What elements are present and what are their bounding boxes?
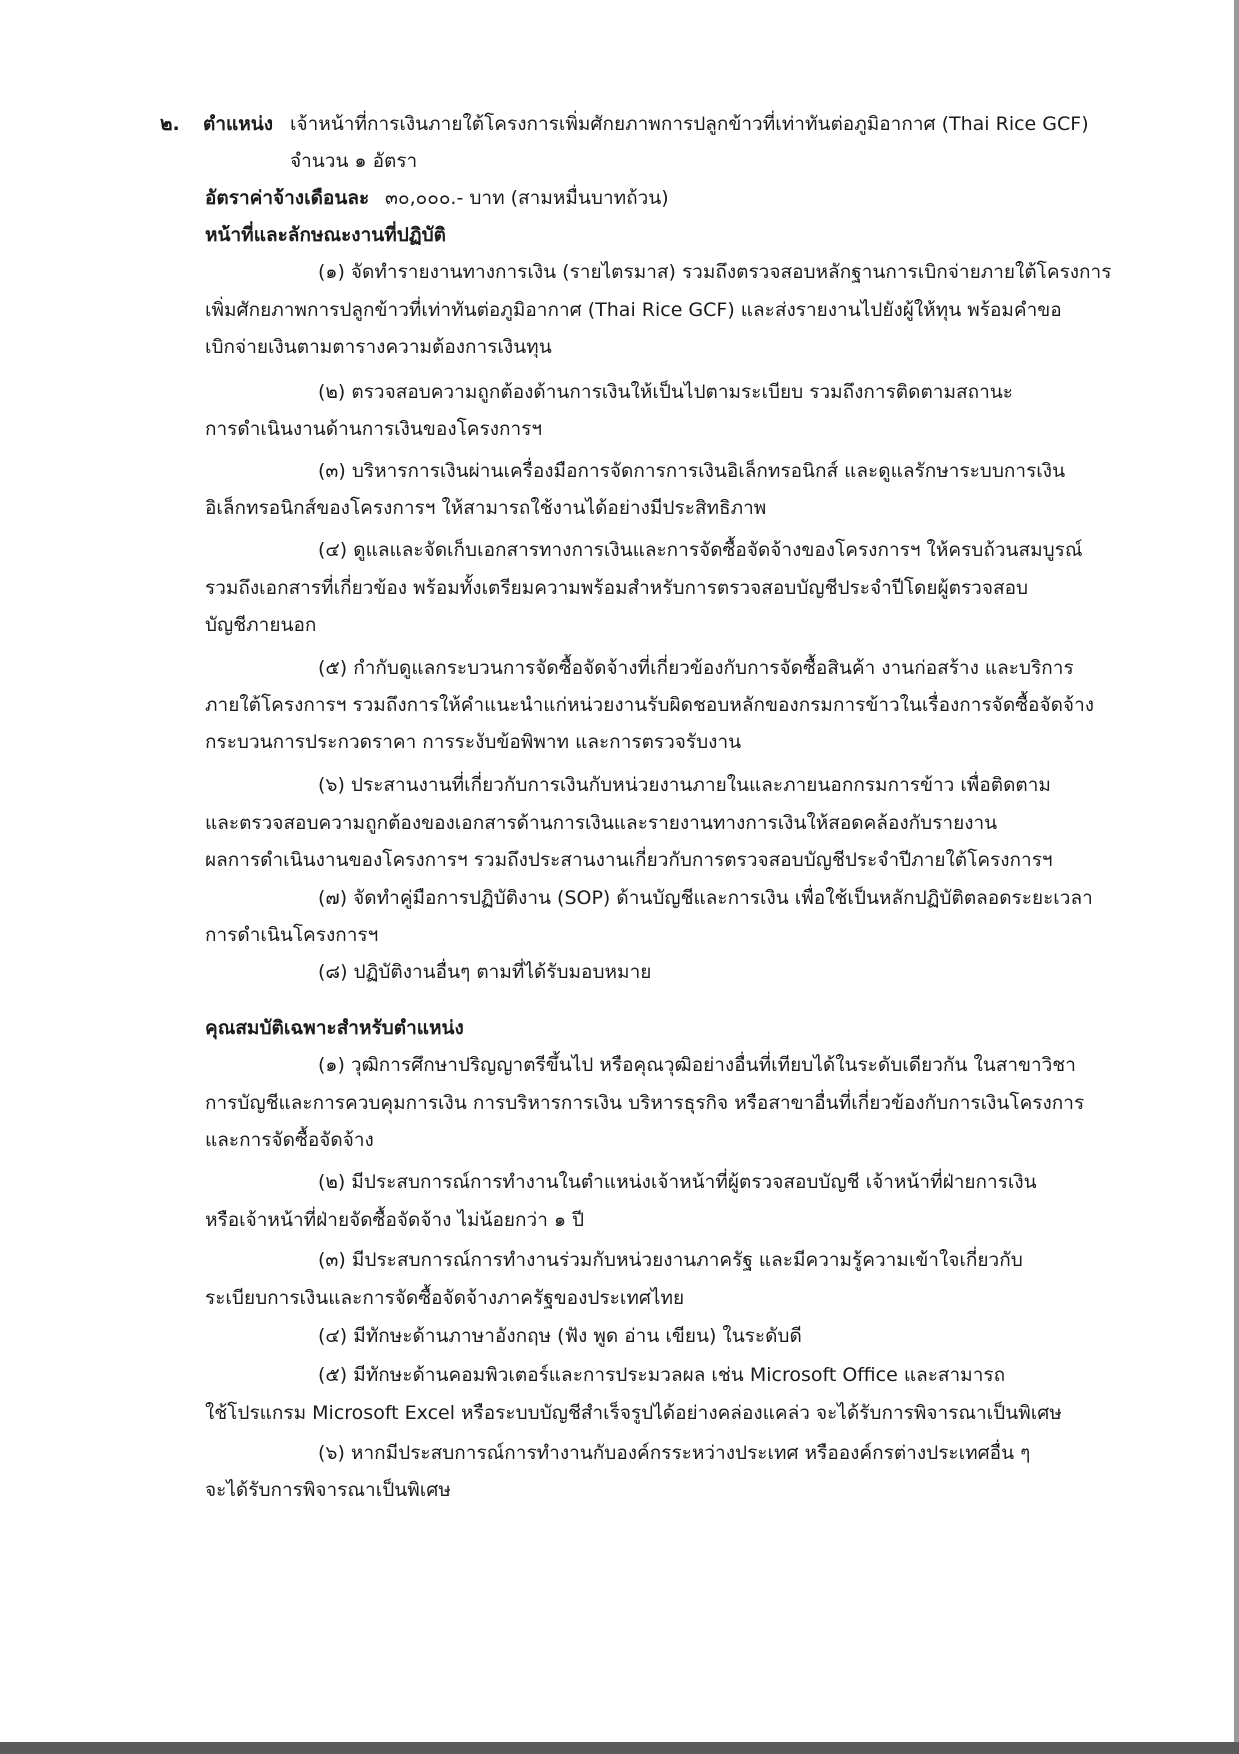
- duty-line: (๖) ประสานงานที่เกี่ยวกับการเงินกับหน่วยงานภายในและภายนอกกรมการข้าว เพื่อติดตาม: [318, 774, 1051, 796]
- section-number: ๒.: [160, 113, 180, 135]
- duty-line: และตรวจสอบความถูกต้องของเอกสารด้านการเงินและรายงานทางการเงินให้สอดคล้องกับรายงาน: [205, 812, 998, 834]
- qualification-line: ใช้โปรแกรม Microsoft Excel หรือระบบบัญชีสำเร็จรูปได้อย่างคล่องแคล่ว จะได้รับการพิจารณาเป็นพิเศษ: [205, 1402, 1062, 1424]
- duty-line: อิเล็กทรอนิกส์ของโครงการฯ ให้สามารถใช้งานได้อย่างมีประสิทธิภาพ: [205, 497, 767, 519]
- salary-text: ๓๐,๐๐๐.- บาท (สามหมื่นบาทถ้วน): [385, 187, 669, 209]
- qualification-line: (๔) มีทักษะด้านภาษาอังกฤษ (ฟัง พูด อ่าน เขียน) ในระดับดี: [318, 1325, 802, 1347]
- duty-line: (๒) ตรวจสอบความถูกต้องด้านการเงินให้เป็นไปตามระเบียบ รวมถึงการติดตามสถานะ: [318, 381, 1013, 403]
- qualification-line: การบัญชีและการควบคุมการเงิน การบริหารการเงิน บริหารธุรกิจ หรือสาขาอื่นที่เกี่ยวข้องกับการเงินโครงการ: [205, 1092, 1085, 1114]
- salary-label: อัตราค่าจ้างเดือนละ: [205, 187, 370, 209]
- duty-line: กระบวนการประกวดราคา การระงับข้อพิพาท และการตรวจรับงาน: [205, 731, 742, 753]
- qualification-line: และการจัดซื้อจัดจ้าง: [205, 1129, 374, 1151]
- duty-line: (๗) จัดทำคู่มือการปฏิบัติงาน (SOP) ด้านบัญชีและการเงิน เพื่อใช้เป็นหลักปฏิบัติตลอดระยะเวลา: [318, 887, 1093, 909]
- position-title-line1: เจ้าหน้าที่การเงินภายใต้โครงการเพิ่มศักยภาพการปลูกข้าวที่เท่าทันต่อภูมิอากาศ (Thai Rice GCF): [290, 113, 1089, 135]
- qualification-line: ระเบียบการเงินและการจัดซื้อจัดจ้างภาครัฐของประเทศไทย: [205, 1287, 685, 1309]
- duty-line: บัญชีภายนอก: [205, 614, 317, 636]
- duty-line: เบิกจ่ายเงินตามตารางความต้องการเงินทุน: [205, 336, 552, 358]
- position-label: ตำแหน่ง: [203, 113, 274, 135]
- qualification-line: (๓) มีประสบการณ์การทำงานร่วมกับหน่วยงานภาครัฐ และมีความรู้ความเข้าใจเกี่ยวกับ: [318, 1249, 1023, 1271]
- qualification-line: (๑) วุฒิการศึกษาปริญญาตรีขึ้นไป หรือคุณวุฒิอย่างอื่นที่เทียบได้ในระดับเดียวกัน ในสาขาวิชา: [318, 1054, 1076, 1076]
- duty-line: การดำเนินโครงการฯ: [205, 924, 379, 946]
- position-title-line2: จำนวน ๑ อัตรา: [290, 150, 418, 172]
- qualification-line: (๒) มีประสบการณ์การทำงานในตำแหน่งเจ้าหน้าที่ผู้ตรวจสอบบัญชี เจ้าหน้าที่ฝ่ายการเงิน: [318, 1171, 1037, 1193]
- qualification-line: จะได้รับการพิจารณาเป็นพิเศษ: [205, 1479, 451, 1501]
- duty-line: (๓) บริหารการเงินผ่านเครื่องมือการจัดการการเงินอิเล็กทรอนิกส์ และดูแลรักษาระบบการเงิน: [318, 460, 1066, 482]
- duty-line: (๘) ปฏิบัติงานอื่นๆ ตามที่ได้รับมอบหมาย: [318, 961, 652, 983]
- qualification-line: (๖) หากมีประสบการณ์การทำงานกับองค์กรระหว่างประเทศ หรือองค์กรต่างประเทศอื่น ๆ: [318, 1442, 1031, 1464]
- duty-line: ผลการดำเนินงานของโครงการฯ รวมถึงประสานงานเกี่ยวกับการตรวจสอบบัญชีประจำปีภายใต้โครงการฯ: [205, 849, 1053, 871]
- qualifications-heading: คุณสมบัติเฉพาะสำหรับตำแหน่ง: [205, 1017, 464, 1039]
- scan-edge-bottom: [0, 1742, 1239, 1754]
- qualification-line: (๕) มีทักษะด้านคอมพิวเตอร์และการประมวลผล เช่น Microsoft Office และสามารถ: [318, 1364, 1006, 1386]
- duty-line: เพิ่มศักยภาพการปลูกข้าวที่เท่าทันต่อภูมิอากาศ (Thai Rice GCF) และส่งรายงานไปยังผู้ให้ทุน พร้อมคำขอ: [205, 299, 1062, 321]
- duty-line: ภายใต้โครงการฯ รวมถึงการให้คำแนะนำแก่หน่วยงานรับผิดชอบหลักของกรมการข้าวในเรื่องการจัดซื้อจัดจ้าง: [205, 694, 1095, 716]
- duty-line: (๔) ดูแลและจัดเก็บเอกสารทางการเงินและการจัดซื้อจัดจ้างของโครงการฯ ให้ครบถ้วนสมบูรณ์: [318, 539, 1083, 561]
- scan-edge-right: [1234, 0, 1239, 1754]
- duty-line: การดำเนินงานด้านการเงินของโครงการฯ: [205, 418, 543, 440]
- duty-line: รวมถึงเอกสารที่เกี่ยวข้อง พร้อมทั้งเตรียมความพร้อมสำหรับการตรวจสอบบัญชีประจำปีโดยผู้ตรวจสอบ: [205, 577, 1029, 599]
- qualification-line: หรือเจ้าหน้าที่ฝ่ายจัดซื้อจัดจ้าง ไม่น้อยกว่า ๑ ปี: [205, 1209, 585, 1231]
- duty-line: (๑) จัดทำรายงานทางการเงิน (รายไตรมาส) รวมถึงตรวจสอบหลักฐานการเบิกจ่ายภายใต้โครงการ: [318, 261, 1112, 283]
- duty-line: (๕) กำกับดูแลกระบวนการจัดซื้อจัดจ้างที่เกี่ยวข้องกับการจัดซื้อสินค้า งานก่อสร้าง และบริการ: [318, 657, 1074, 679]
- duties-heading: หน้าที่และลักษณะงานที่ปฏิบัติ: [205, 224, 446, 246]
